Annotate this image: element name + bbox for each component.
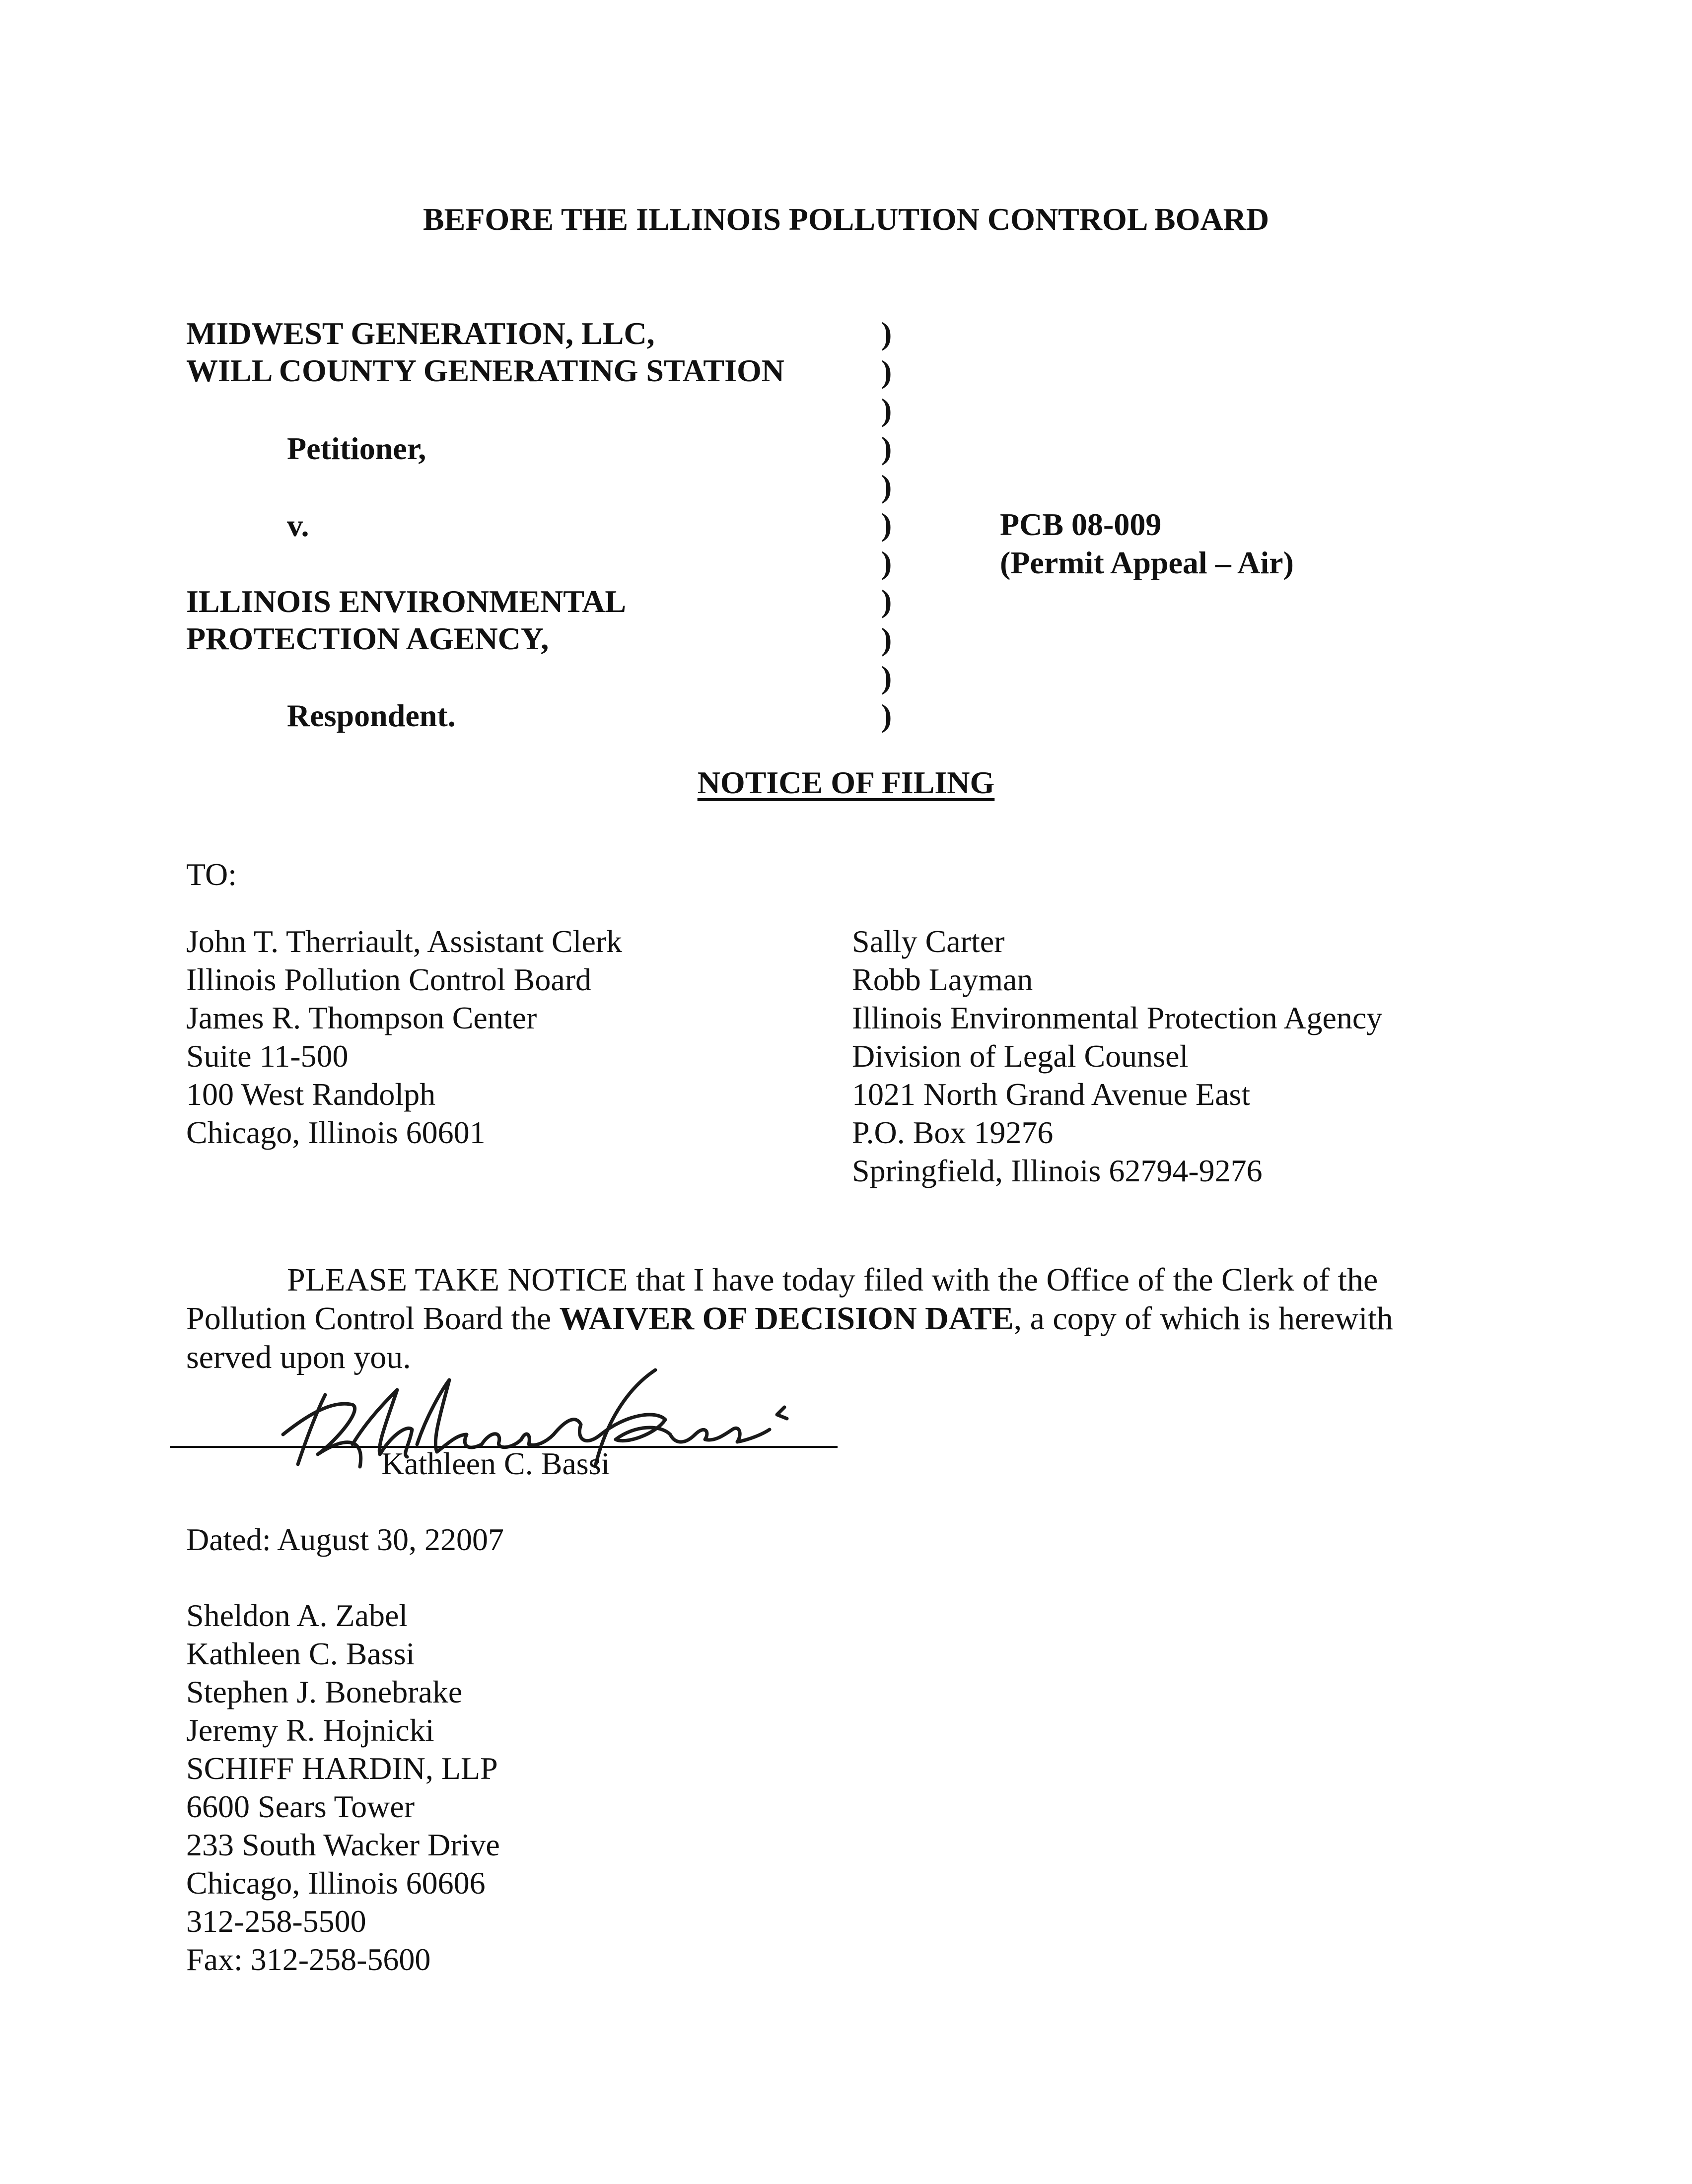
- recipient-line: Illinois Pollution Control Board: [186, 962, 592, 997]
- recipient-line: Division of Legal Counsel: [852, 1038, 1189, 1074]
- recipient-line: P.O. Box 19276: [852, 1115, 1054, 1150]
- petitioner-station: WILL COUNTY GENERATING STATION: [186, 353, 784, 388]
- body-text: Pollution Control Board the: [186, 1300, 560, 1337]
- notice-body-line1: PLEASE TAKE NOTICE that I have today filed with the Office of the Clerk of the: [287, 1262, 1378, 1298]
- caption-paren: ): [881, 430, 892, 466]
- case-number: PCB 08-009: [1000, 507, 1162, 542]
- recipient-line: Chicago, Illinois 60601: [186, 1115, 486, 1150]
- recipient-line: James R. Thompson Center: [186, 1000, 537, 1035]
- recipient-line: Illinois Environmental Protection Agency: [852, 1000, 1383, 1035]
- counsel-line: SCHIFF HARDIN, LLP: [186, 1751, 498, 1786]
- recipient-line: 1021 North Grand Avenue East: [852, 1077, 1251, 1112]
- counsel-line: Chicago, Illinois 60606: [186, 1865, 486, 1901]
- petitioner-label: Petitioner,: [287, 431, 426, 466]
- caption-paren: ): [881, 621, 892, 657]
- to-label: TO:: [186, 857, 237, 892]
- recipient-line: John T. Therriault, Assistant Clerk: [186, 924, 623, 959]
- caption-paren: ): [881, 545, 892, 580]
- caption-paren: ): [881, 583, 892, 618]
- body-text: , a copy of which is herewith: [1013, 1300, 1393, 1337]
- counsel-line: 6600 Sears Tower: [186, 1789, 415, 1824]
- counsel-line: 233 South Wacker Drive: [186, 1827, 500, 1862]
- notice-body-line2: [186, 1299, 1393, 1338]
- caption-paren: ): [881, 392, 892, 427]
- caption-paren: ): [881, 507, 892, 542]
- versus-label: v.: [287, 508, 309, 543]
- notice-body-line3: served upon you.: [186, 1339, 411, 1375]
- recipient-line: 100 West Randolph: [186, 1077, 436, 1112]
- counsel-line: Sheldon A. Zabel: [186, 1598, 408, 1633]
- caption-paren: ): [881, 660, 892, 695]
- document-title-bold: WAIVER OF DECISION DATE: [559, 1300, 1014, 1337]
- recipient-line: Sally Carter: [852, 924, 1005, 959]
- counsel-line: Kathleen C. Bassi: [186, 1636, 415, 1671]
- recipient-line: Springfield, Illinois 62794-9276: [852, 1153, 1263, 1188]
- counsel-line: Stephen J. Bonebrake: [186, 1674, 463, 1709]
- board-header: BEFORE THE ILLINOIS POLLUTION CONTROL BOARD: [423, 202, 1269, 237]
- caption-paren: ): [881, 354, 892, 389]
- counsel-line: Jeremy R. Hojnicki: [186, 1712, 434, 1748]
- signatory-name: Kathleen C. Bassi: [381, 1446, 610, 1481]
- petitioner-name: MIDWEST GENERATION, LLC,: [186, 316, 655, 351]
- notice-title: [0, 764, 1692, 801]
- case-type: (Permit Appeal – Air): [1000, 545, 1294, 580]
- recipient-line: Suite 11-500: [186, 1038, 349, 1074]
- respondent-label: Respondent.: [287, 698, 456, 733]
- caption-paren: ): [881, 469, 892, 504]
- respondent-name: ILLINOIS ENVIRONMENTAL: [186, 584, 627, 619]
- counsel-line: Fax: 312-258-5600: [186, 1942, 431, 1977]
- caption-paren: ): [881, 316, 892, 351]
- recipient-line: Robb Layman: [852, 962, 1033, 997]
- counsel-line: 312-258-5500: [186, 1904, 366, 1939]
- notice-title-text: NOTICE OF FILING: [697, 765, 995, 800]
- filing-date: Dated: August 30, 22007: [186, 1522, 504, 1557]
- caption-paren: ): [881, 698, 892, 733]
- respondent-agency: PROTECTION AGENCY,: [186, 621, 549, 656]
